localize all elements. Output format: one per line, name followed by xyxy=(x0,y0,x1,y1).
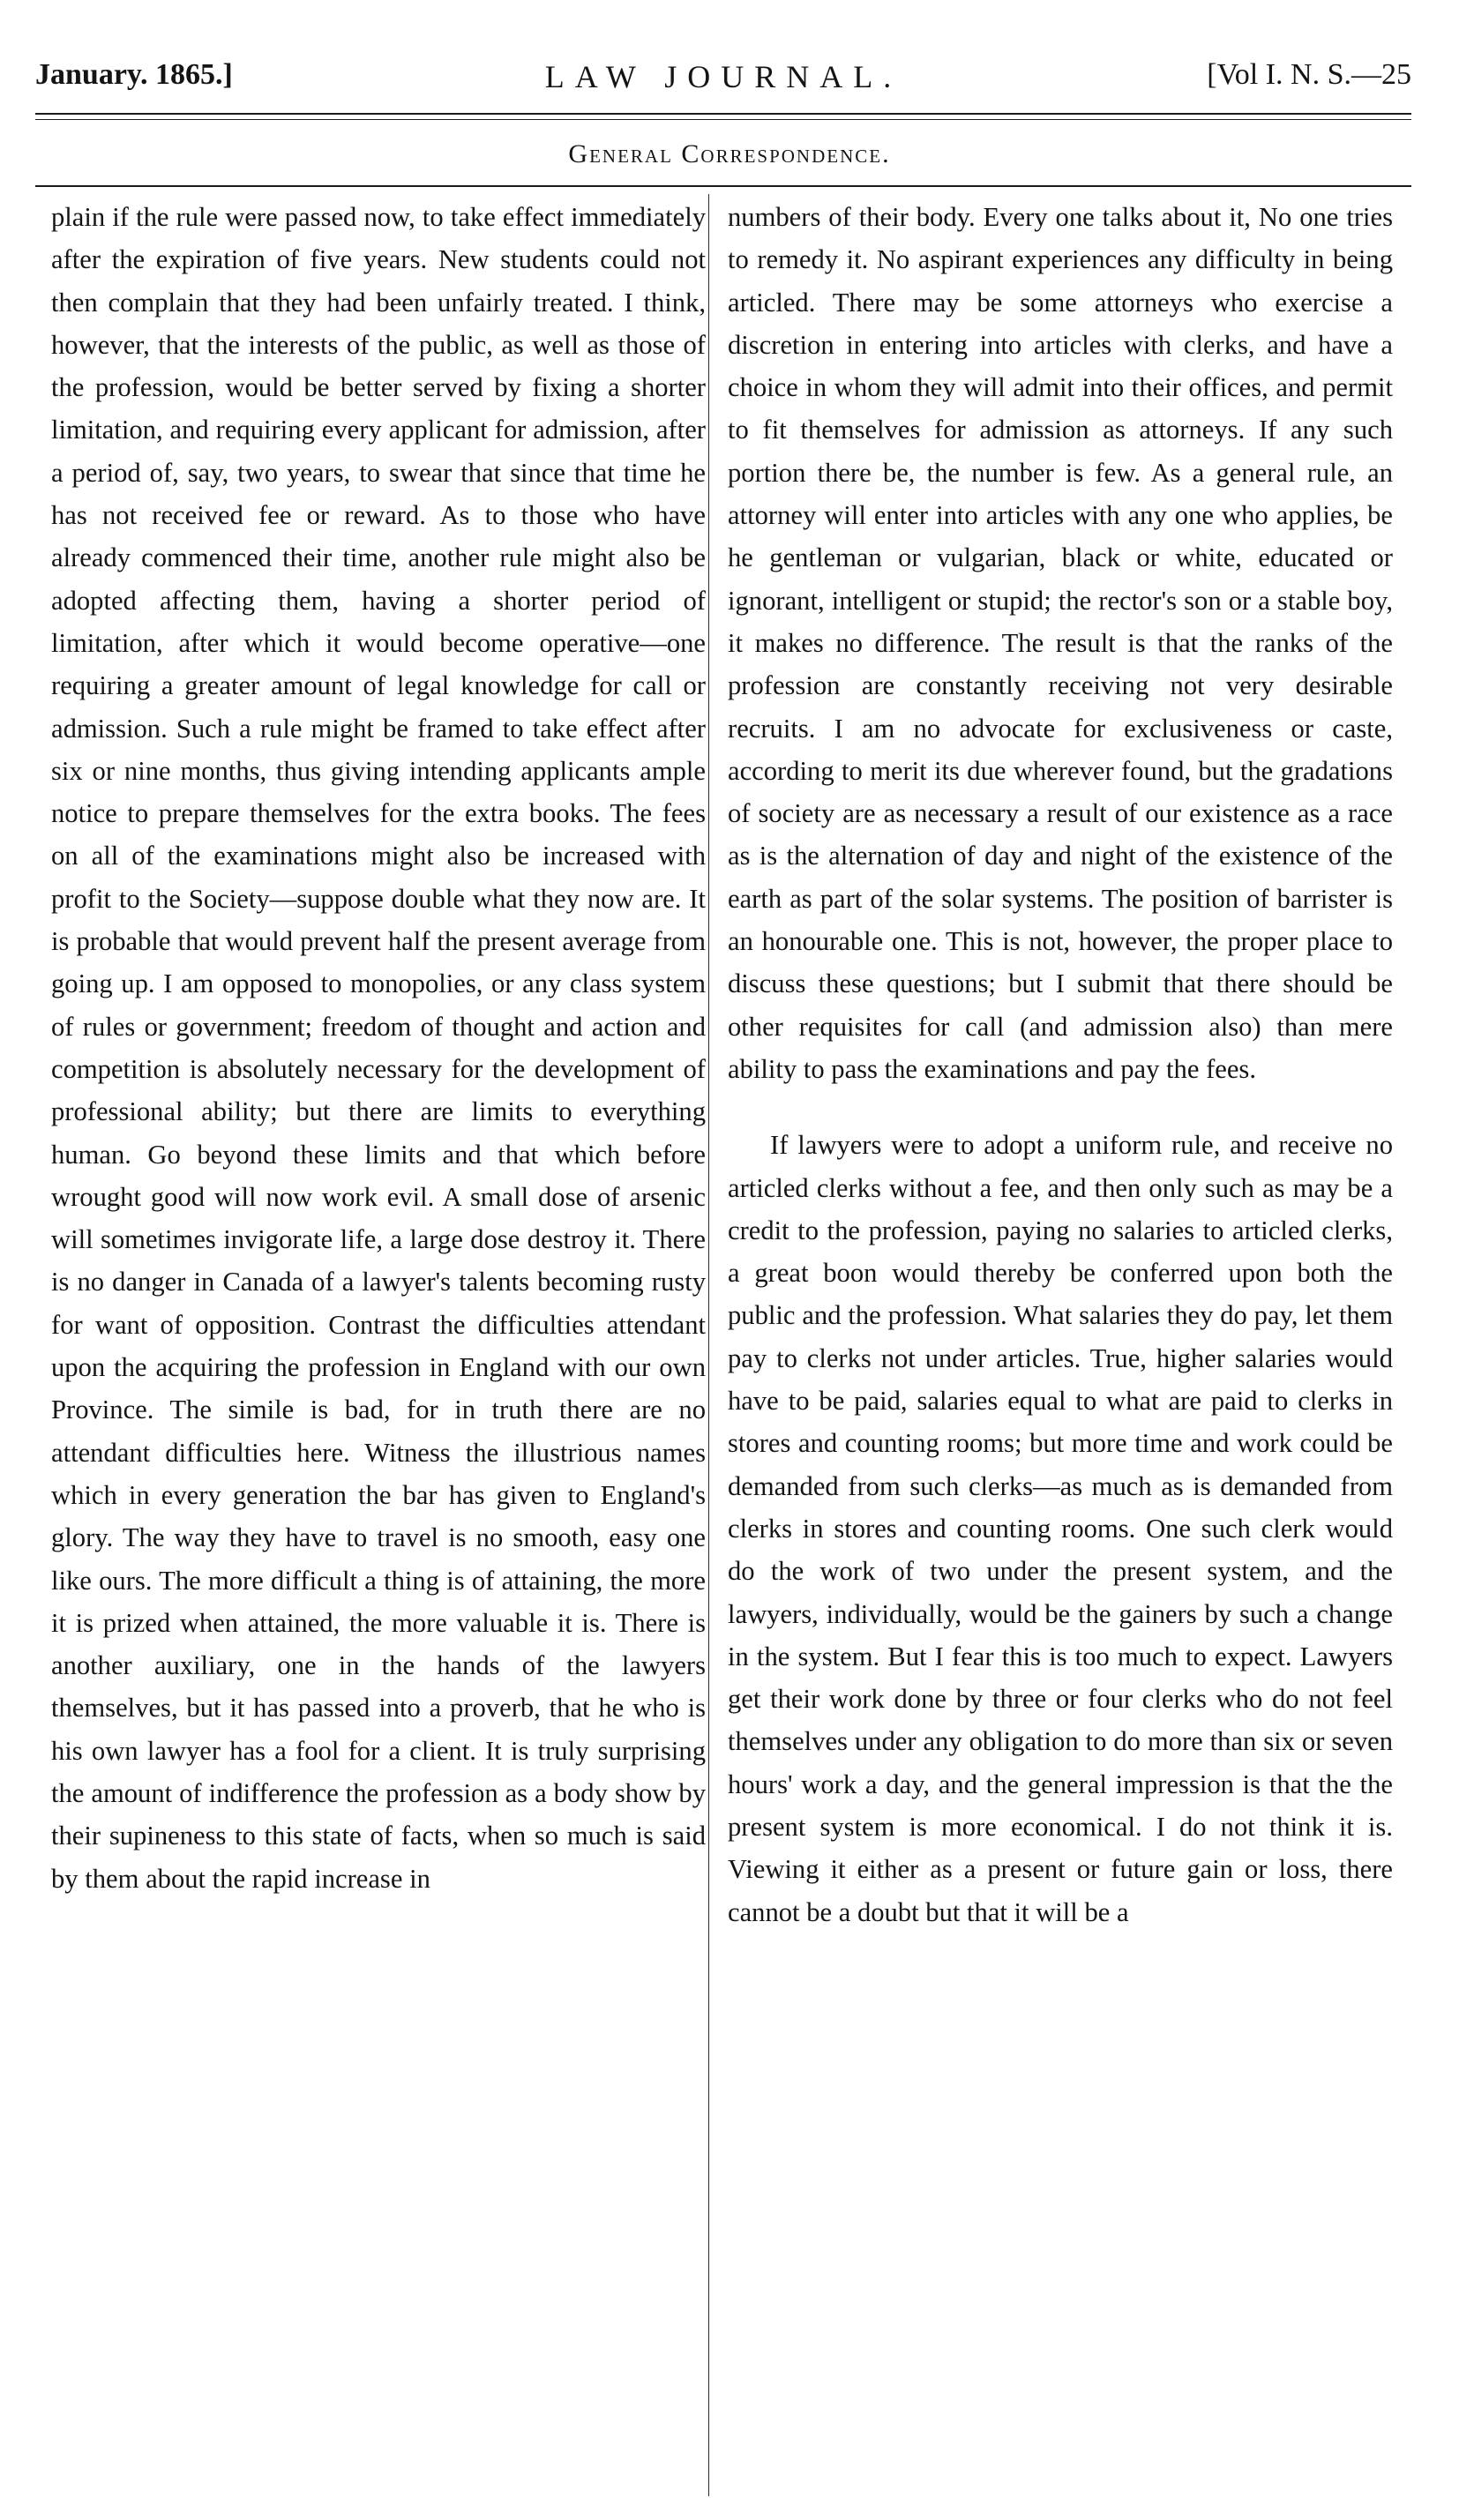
column-divider xyxy=(708,194,709,2496)
left-column-text: plain if the rule were passed now, to take effect immediately after the expiration of five years. New students could not then complain that they had been unfairly treated. I think, however, that the interests of the public, as well as those of the profession, would be better served by fixing a shorter limitation, and requiring every applicant for admission, after a period of, say, two years, to swear that since that time he has not received fee or reward. As to those who have already commenced their time, another rule might also be adopted affecting them, having a shorter period of limitation, after which it would become operative—one requiring a greater amount of legal knowledge for call or admission. Such a rule might be framed to take effect after six or nine months, thus giving intending applicants ample notice to prepare themselves for the extra books. The fees on all of the examinations might also be increased with profit to the Society—suppose double what they now are. It is probable that would prevent half the present average from going up. I am opposed to monopolies, or any class system of rules or government; freedom of thought and action and competition is absolutely necessary for the development of professional ability; but there are limits to everything human. Go beyond these limits and that which before wrought good will now work evil. A small dose of arsenic will sometimes invigorate life, a large dose destroy it. There is no danger in Canada of a lawyer's talents becoming rusty for want of opposition. Contrast the difficulties attendant upon the acquiring the profession in England with our own Province. The simile is bad, for in truth there are no attendant difficulties here. Witness the illustrious names which in every generation the bar has given to England's glory. The way they have to travel is no smooth, easy one like ours. The more difficult a thing is of attaining, the more it is prized when attained, the more valuable it is. There is another auxiliary, one in the hands of the lawyers themselves, but it has passed into a proverb, that he who is his own lawyer has a fool for a client. It is truly surprising the amount of indifference the profession as a body show by their supineness to this state of facts, when so much is said by them about the rapid increase in xyxy=(51,202,706,1894)
section-rule xyxy=(35,185,1411,187)
right-column-paragraph-1: numbers of their body. Every one talks about it, No one tries to remedy it. No aspirant experiences any difficulty in being articled. There may be some attorneys who exercise a discretion in entering into articles with clerks, and have a choice in whom they will admit into their offices, and permit to fit themselves for admission as attorneys. If any such portion there be, the number is few. As a general rule, an attorney will enter into articles with any one who applies, be he gentleman or vulgarian, black or white, educated or ignorant, intelligent or stupid; the rector's son or a stable boy, it makes no difference. The result is that the ranks of the profession are constantly receiving not very desirable recruits. I am no advocate for exclusiveness or caste, according to merit its due wherever found, but the gradations of society are as necessary a result of our existence as a race as is the alternation of day and night of the existence of the earth as part of the solar systems. The position of barrister is an honourable one. This is not, however, the proper place to discuss these questions; but I submit that there should be other requisites for call (and admission also) than mere ability to pass the examinations and pay the fees. xyxy=(728,202,1393,1084)
right-column xyxy=(728,196,1393,1933)
page-header xyxy=(35,58,1411,111)
journal-title: LAW JOURNAL. xyxy=(544,59,902,94)
right-column-paragraph-2: If lawyers were to adopt a uniform rule, and receive no articled clerks without a fee, and then only such as may be a credit to the profession, paying no salaries to articled clerks, a great boon would thereby be conferred upon both the public and the profession. What salaries they do pay, let them pay to clerks not under articles. True, higher salaries would have to be paid, salaries equal to what are paid to clerks in stores and counting rooms; but more time and work could be demanded from such clerks—as much as is demanded from clerks in stores and counting rooms. One such clerk would do the work of two under the present system, and the lawyers, individually, would be the gainers by such a change in the system. But I fear this is too much to expect. Lawyers get their work done by three or four clerks who do not feel themselves under any obligation to do more than six or seven hours' work a day, and the general impression is that the the present system is more economical. I do not think it is. Viewing it either as a present or future gain or loss, there cannot be a doubt but that it will be a xyxy=(728,1130,1393,1927)
section-title: General Correspondence. xyxy=(568,139,891,168)
header-double-rule xyxy=(35,113,1411,120)
issue-date: January. 1865.] xyxy=(35,58,233,91)
volume-page-number: [Vol I. N. S.—25 xyxy=(1207,58,1411,91)
left-column xyxy=(51,196,706,1900)
